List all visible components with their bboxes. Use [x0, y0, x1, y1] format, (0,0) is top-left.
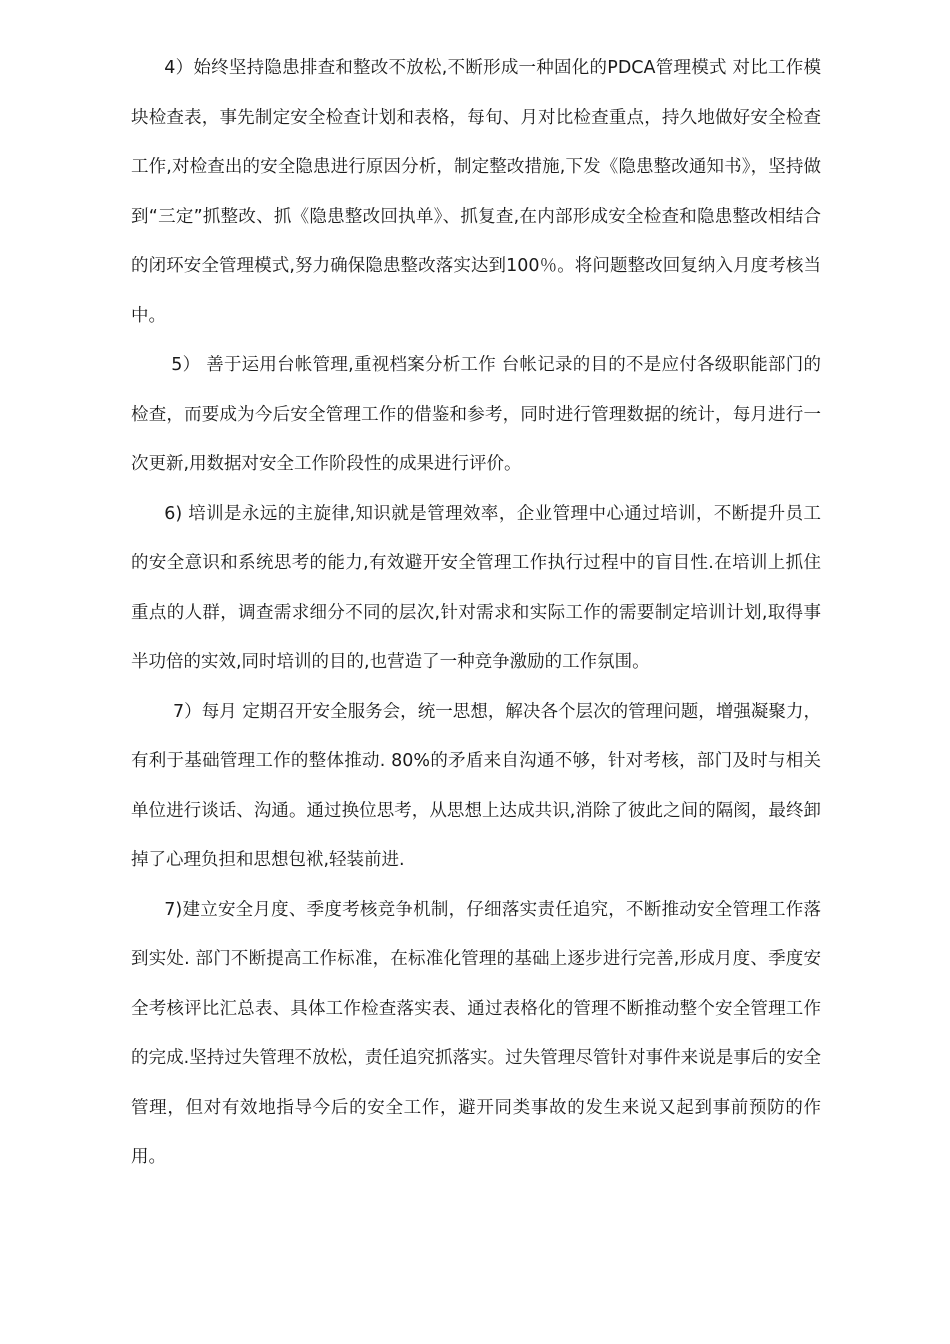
- paragraph-ledger-management: 5） 善于运用台帐管理,重视档案分析工作 台帐记录的目的不是应付各级职能部门的检查，而要成为今后安全管理工作的借鉴和参考，同时进行管理数据的统计，每月进行一次更新,用数据对安全工作阶段性的成果进行评价。: [131, 355, 821, 474]
- paragraph-assessment-mechanism: 7)建立安全月度、季度考核竞争机制，仔细落实责任追究，不断推动安全管理工作落到实处. 部门不断提高工作标准，在标准化管理的基础上逐步进行完善,形成月度、季度安全考核评比汇总表、具体工作检查落实表、通过表格化的管理不断推动整个安全管理工作的完成.坚持过失管理不放松，责任追究抓落实。过失管理尽管针对事件来说是事后的安全管理，但对有效地指导今后的安全工作，避开同类事故的发生来说又起到事前预防的作用。: [131, 899, 821, 1167]
- document-body: [131, 44, 821, 1183]
- paragraph-monthly-meeting: 7）每月 定期召开安全服务会，统一思想，解决各个层次的管理问题，增强凝聚力，有利于基础管理工作的整体推动. 80%的矛盾来自沟通不够，针对考核，部门及时与相关单位进行谈话、沟通。通过换位思考，从思想上达成共识,消除了彼此之间的隔阂，最终卸掉了心理负担和思想包袱,轻装前进.: [131, 701, 821, 870]
- paragraph-training: 6) 培训是永远的主旋律,知识就是管理效率，企业管理中心通过培训，不断提升员工的安全意识和系统思考的能力,有效避开安全管理工作执行过程中的盲目性.在培训上抓住重点的人群，调查需求细分不同的层次,针对需求和实际工作的需要制定培训计划,取得事半功倍的实效,同时培训的目的,也营造了一种竞争激励的工作氛围。: [131, 503, 821, 672]
- paragraph-pdca-inspection: 4）始终坚持隐患排查和整改不放松,不断形成一种固化的PDCA管理模式 对比工作模块检查表，事先制定安全检查计划和表格，每旬、月对比检查重点，持久地做好安全检查工作,对检查出的安全隐患进行原因分析，制定整改措施,下发《隐患整改通知书》，坚持做到“三定”抓整改、抓《隐患整改回执单》、抓复查,在内部形成安全检查和隐患整改相结合的闭环安全管理模式,努力确保隐患整改落实达到100％。将问题整改回复纳入月度考核当中。: [131, 58, 821, 326]
